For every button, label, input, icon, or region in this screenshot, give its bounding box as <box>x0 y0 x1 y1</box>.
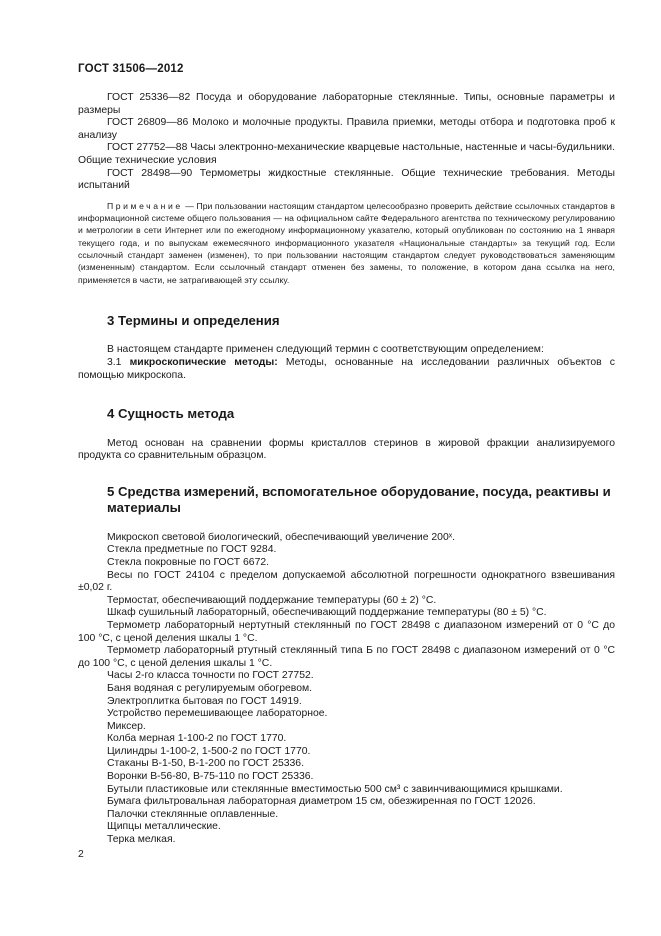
section-5-list <box>78 532 615 847</box>
list-item: Электроплитка бытовая по ГОСТ 14919. <box>107 695 302 707</box>
page-content <box>78 92 615 847</box>
list-item: Микроскоп световой биологический, обеспечивающий увеличение 200ˣ. <box>107 531 456 543</box>
list-item: Воронки В-56-80, В-75-110 по ГОСТ 25336. <box>107 771 314 783</box>
reference-item: ГОСТ 25336—82 Посуда и оборудование лабораторные стеклянные. Типы, основные параметры и размеры <box>78 92 615 116</box>
reference-item: ГОСТ 26809—86 Молоко и молочные продукты. Правила приемки, методы отбора и подготовка проб к анализу <box>78 117 615 141</box>
section-3-title: 3 Термины и определения <box>107 312 280 328</box>
list-item: Бутыли пластиковые или стеклянные вместимостью 500 см³ с завинчивающимися крышками. <box>107 783 563 795</box>
term-number: 3.1 <box>107 356 122 368</box>
term-text: Методы, основанные на исследовании различных объектов с помощью микроскопа. <box>78 356 616 381</box>
list-item: Шкаф сушильный лабораторный, обеспечивающий поддержание температуры (80 ± 5) °С. <box>107 607 547 619</box>
list-item: Цилиндры 1-100-2, 1-500-2 по ГОСТ 1770. <box>107 745 311 757</box>
note-paragraph <box>78 200 615 286</box>
reference-item: ГОСТ 28498—90 Термометры жидкостные стеклянные. Общие технические требования. Методы испытаний <box>78 167 615 192</box>
references-list <box>78 92 615 193</box>
note-text: — При пользовании настоящим стандартом целесообразно проверить действие ссылочных стандартов в информационной системе общего пользования — на официальном сайте Федерального агентства по техническому регулированию и метрологии в сети Интернет или по ежегодному информационному указателю, который опубликован по состоянию на 1 января текущего года, и по выпускам ежемесячного информационного указателя «Национальные стандарты» за текущий год. Если ссылочный стандарт заменен (изменен), то при пользовании настоящим стандартом следует руководствоваться заменяющим (измененным) стандартом. Если ссылочный стандарт отменен без замены, то положение, в котором дана ссылка на него, применяется в части, не затрагивающей эту ссылку. <box>78 200 615 285</box>
section-4-text: Метод основан на сравнении формы кристаллов стеринов в жировой фракции анализируемого продукта со сравнительным образцом. <box>78 437 615 462</box>
list-item: Колба мерная 1-100-2 по ГОСТ 1770. <box>107 733 287 745</box>
list-item: Баня водяная с регулируемым обогревом. <box>107 682 313 694</box>
list-item: Миксер. <box>107 720 146 732</box>
list-item: Часы 2-го класса точности по ГОСТ 27752. <box>107 670 314 682</box>
list-item: Устройство перемешивающее лабораторное. <box>107 708 328 720</box>
list-item: Весы по ГОСТ 24104 с пределом допускаемой абсолютной погрешности однократного взвешивания ±0,02 г. <box>78 569 615 594</box>
list-item: Стаканы В-1-50, В-1-200 по ГОСТ 25336. <box>107 758 304 770</box>
note-label: Примечание <box>107 200 183 211</box>
section-4-body <box>78 438 615 463</box>
document-header: ГОСТ 31506—2012 <box>78 63 184 75</box>
list-item: Палочки стеклянные оплавленные. <box>107 808 279 820</box>
page-number: 2 <box>78 849 84 860</box>
list-item: Бумага фильтровальная лабораторная диаметром 15 см, обезжиренная по ГОСТ 12026. <box>107 796 536 808</box>
section-3-intro: В настоящем стандарте применен следующий термин с соответствующим определением: <box>107 344 544 356</box>
section-4-title: 4 Сущность метода <box>107 406 235 422</box>
list-item: Стекла предметные по ГОСТ 9284. <box>107 544 277 556</box>
list-item: Щипцы металлические. <box>107 821 221 833</box>
list-item: Стекла покровные по ГОСТ 6672. <box>107 556 270 568</box>
list-item: Термостат, обеспечивающий поддержание температуры (60 ± 2) °С. <box>107 594 437 606</box>
term-definition <box>78 357 615 382</box>
section-3-body <box>78 344 615 382</box>
list-item: Термометр лабораторный нертутный стеклянный по ГОСТ 28498 с диапазоном измерений от 0 °С до 100 °С, с ценой деления шкалы 1 °С. <box>78 619 615 644</box>
term-name: микроскопические методы: <box>129 356 278 368</box>
reference-item: ГОСТ 27752—88 Часы электронно-механические кварцевые настольные, настенные и часы-будильники. Общие технические условия <box>78 142 615 166</box>
list-item: Терка мелкая. <box>107 834 176 846</box>
section-5-title: 5 Средства измерений, вспомогательное оборудование, посуда, реактивы и материалы <box>107 483 611 516</box>
list-item: Термометр лабораторный ртутный стеклянный типа Б по ГОСТ 28498 с диапазоном измерений от 0 °С до 100 °С, с ценой деления шкалы 1 °С. <box>78 645 615 669</box>
